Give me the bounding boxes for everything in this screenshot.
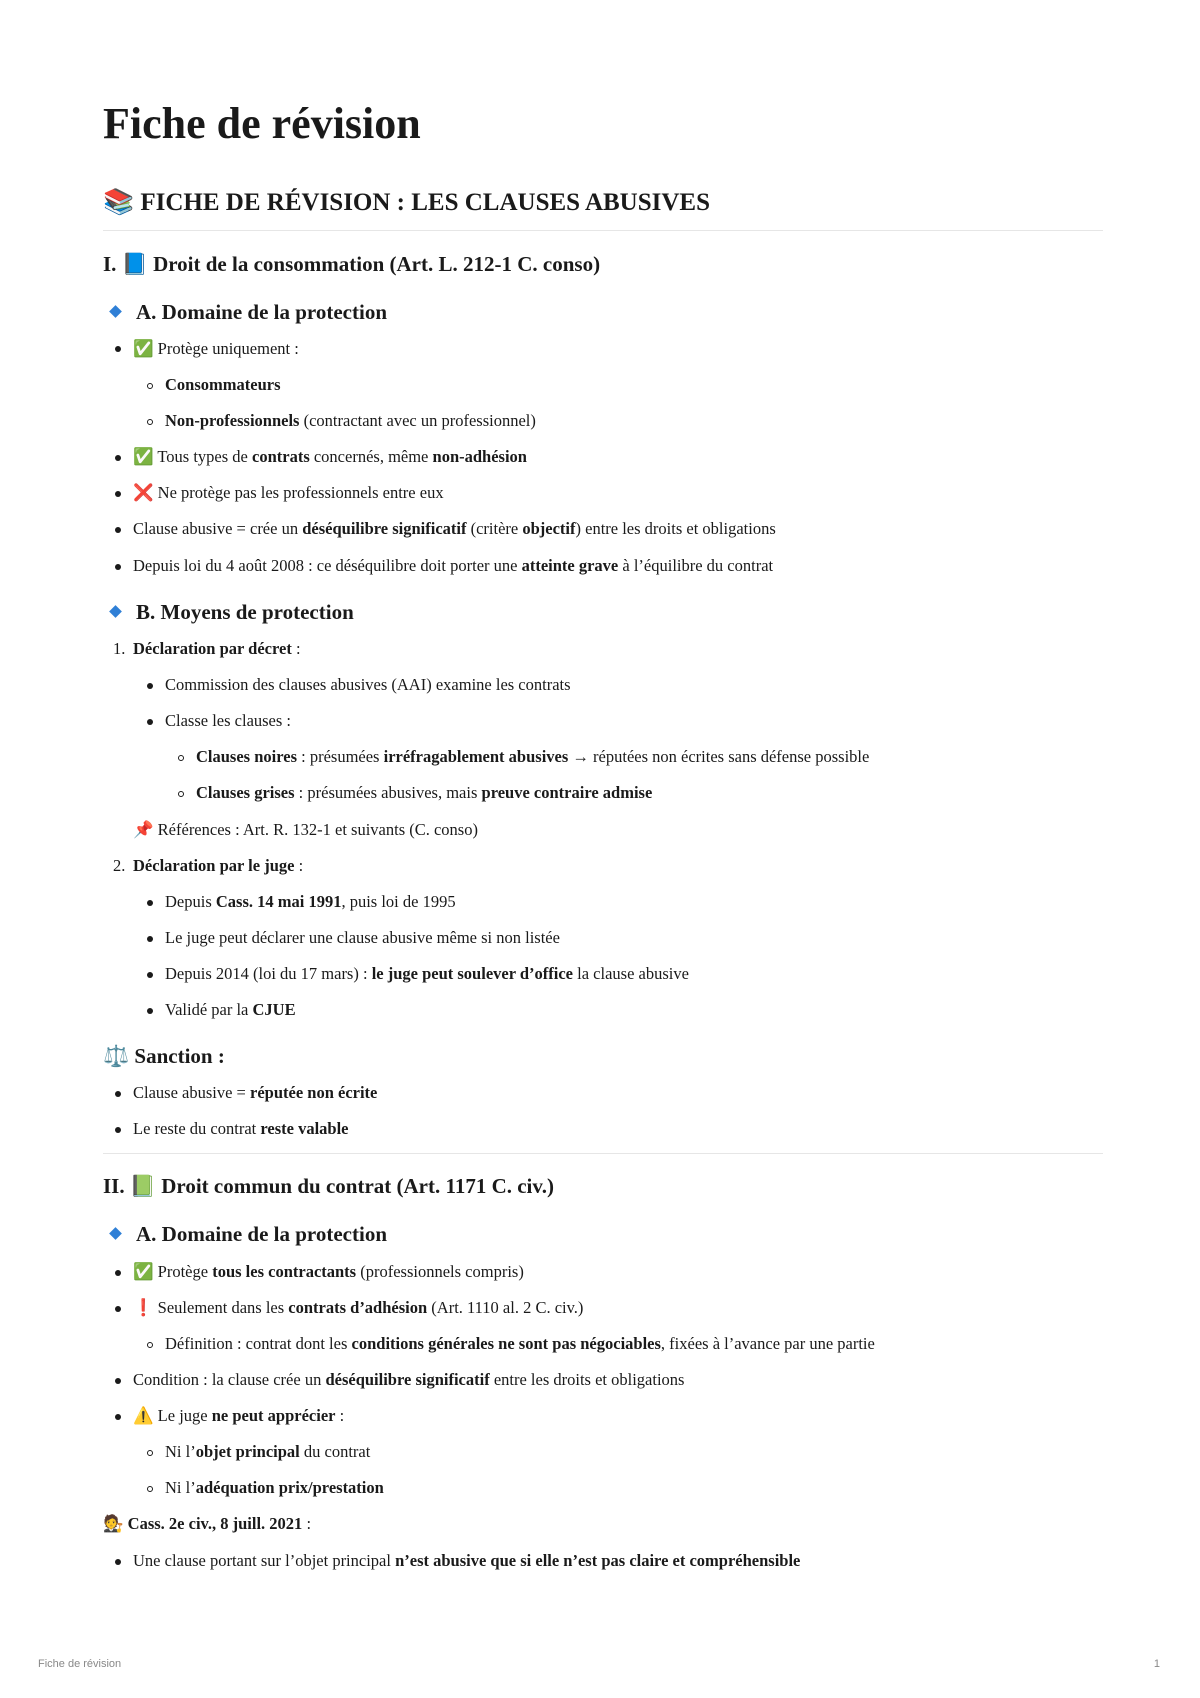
footer-title: Fiche de révision [38,1658,122,1670]
divider [103,230,1103,231]
main-heading: 📚 FICHE DE RÉVISION : LES CLAUSES ABUSIVES [103,189,710,216]
list-item: Le reste du contrat reste valable [133,1119,349,1138]
bullet [115,491,121,497]
bullet [115,1306,121,1312]
list-item: Clause abusive = réputée non écrite [133,1083,378,1102]
bullet [147,900,153,906]
bullet [147,719,153,725]
list-item: Déclaration par décret : [133,639,301,658]
list-item: Depuis 2014 (loi du 17 mars) : le juge peut soulever d’office la clause abusive [165,964,689,983]
bullet [147,683,153,689]
bullet [115,1559,121,1565]
bullet [178,755,184,761]
list-item: Clauses grises : présumées abusives, mais preuve contraire admise [196,783,653,802]
list-item: ✅ Protège tous les contractants (professionnels compris) [133,1262,524,1281]
bullet [115,455,121,461]
case-reference: 🧑‍⚖️ Cass. 2e civ., 8 juill. 2021 : [103,1514,312,1533]
bullet [115,346,121,352]
section-1-heading: I. 📘 Droit de la consommation (Art. L. 212-1 C. conso) [103,252,601,276]
bullet [115,1378,121,1384]
bullet [115,527,121,533]
list-item: Clause abusive = crée un déséquilibre significatif (critère objectif) entre les droits et obligations [133,519,776,538]
list-item: Consommateurs [165,375,281,394]
bullet [147,1342,153,1348]
list-item: Condition : la clause crée un déséquilibre significatif entre les droits et obligations [133,1370,685,1389]
bullet [147,936,153,942]
list-item: Depuis loi du 4 août 2008 : ce déséquilibre doit porter une atteinte grave à l’équilibre du contrat [133,556,774,575]
bullet [147,1486,153,1492]
page-title: Fiche de révision [103,99,421,148]
bullet [115,564,121,570]
list-item: Depuis Cass. 14 mai 1991, puis loi de 1995 [165,892,456,911]
list-item: Déclaration par le juge : [133,856,304,875]
list-item: Ni l’objet principal du contrat [165,1442,371,1461]
list-item: Ni l’adéquation prix/prestation [165,1478,384,1497]
list-item: Validé par la CJUE [165,1000,296,1019]
bullet [115,1091,121,1097]
page-number: 1 [1153,1658,1160,1670]
list-item: Non-professionnels (contractant avec un professionnel) [165,411,536,430]
list-item: ❗ Seulement dans les contrats d’adhésion (Art. 1110 al. 2 C. civ.) [133,1298,584,1317]
bullet [115,1127,121,1133]
list-item: Une clause portant sur l’objet principal n’est abusive que si elle n’est pas claire et compréhensible [133,1551,801,1570]
section-2-heading: II. 📗 Droit commun du contrat (Art. 1171 C. civ.) [103,1174,554,1198]
bullet [147,1450,153,1456]
bullet [115,1414,121,1420]
bullet [147,419,153,425]
subsection-1b-heading: B. Moyens de protection [111,600,354,625]
list-item: ✅ Protège uniquement : [133,339,299,358]
list-item: ⚠️ Le juge ne peut apprécier : [133,1406,345,1425]
list-item: Classe les clauses : [165,711,292,730]
divider [103,1153,1103,1154]
bullet [115,1270,121,1276]
list-item: ❌ Ne protège pas les professionnels entre eux [133,483,444,502]
list-item: Le juge peut déclarer une clause abusive même si non listée [165,928,560,947]
list-item: Clauses noires : présumées irréfragablement abusives → réputées non écrites sans défense possible [196,747,870,766]
diamond-icon [109,305,122,318]
diamond-icon [109,605,122,618]
bullet [147,1008,153,1014]
subsection-2a-heading: A. Domaine de la protection [111,1222,387,1247]
bullet [147,972,153,978]
diamond-icon [109,1227,122,1240]
judge-icon: 🧑‍⚖️ [103,1514,124,1533]
list-item: ✅ Tous types de contrats concernés, même non-adhésion [133,447,527,466]
bullet [147,383,153,389]
list-item: Commission des clauses abusives (AAI) examine les contrats [165,675,571,694]
list-number: 2. [113,856,126,875]
subsection-1a-heading: A. Domaine de la protection [111,300,387,325]
list-number: 1. [113,639,126,658]
list-item: Définition : contrat dont les conditions générales ne sont pas négociables, fixées à l’avance par une partie [165,1334,875,1353]
references-note: 📌 Références : Art. R. 132-1 et suivants (C. conso) [133,820,478,839]
sanction-heading: ⚖️ Sanction : [103,1044,225,1068]
bullet [178,791,184,797]
